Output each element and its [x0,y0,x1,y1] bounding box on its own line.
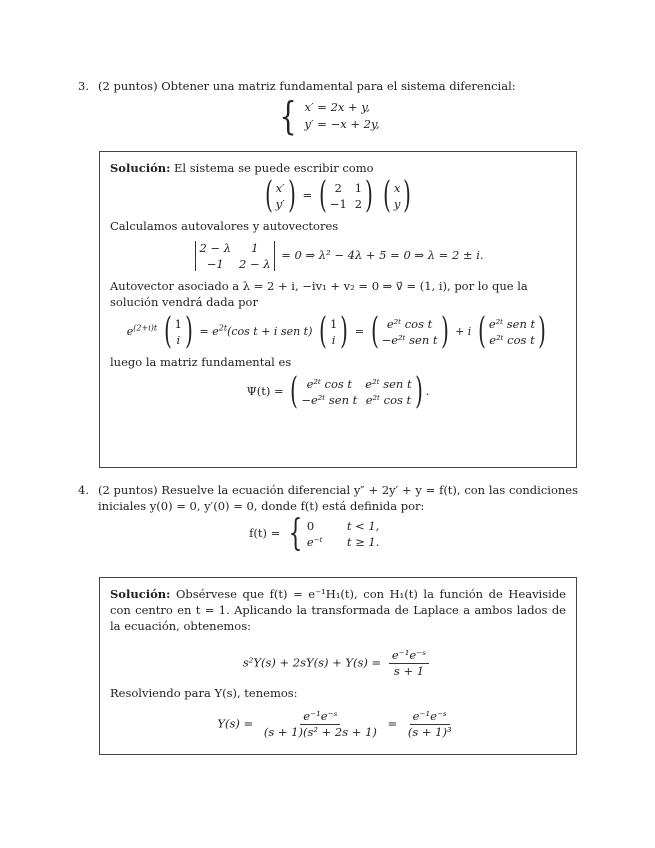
vector-entry: y [393,197,401,211]
matrix-entry: e²ᵗ sen t [365,377,412,391]
fraction-numerator: e⁻¹e⁻ˢ [300,709,340,725]
fraction-denominator: s + 1 [393,664,425,678]
exp-power: 2t [218,323,228,333]
matrix-system-equation: ( x′ y′ ) = ( 2 1 −1 2 ) ( x y ) [264,175,412,216]
expr: (cos t + i sen t) [227,325,313,338]
equation-lhs: s²Y(s) + 2sY(s) + Y(s) = [242,655,382,670]
complex-solution-equation: $e^{(2+i)t}$ ( 1 i ) = $e^{2t}(\cos$ t + i sen t) ( 1 i ) = ( e²ᵗ cos t −e²ᵗ sen t ) + i ( e²ᵗ sen t e²ᵗ cos t ) [126,311,547,352]
determinant-equation [110,240,566,272]
vector-entry: y′ [275,197,285,211]
matrix-entry: 1 [354,181,363,195]
solution-text: Obsérvese que f(t) = e⁻¹H₁(t), con H₁(t) la función de Heaviside con centro en t = 1. Aplicando la transformada de Laplace a ambos lados de la ecuación, obtenemos: [110,587,566,633]
ys-equation [110,709,566,740]
vector-entry: 1 [329,317,338,331]
problem-number: 3. [78,79,89,93]
solution-label: Solución: [110,587,171,601]
system-line: y′ = −x + 2y, [304,117,380,131]
differential-system [78,94,578,138]
determinant-entry: 2 − λ [239,257,271,271]
determinant-entry: 2 − λ [199,241,232,255]
solution-3-box [99,151,577,468]
case-value: 0 [306,519,315,533]
vector-entry: x′ [275,181,285,195]
period: . [425,384,430,398]
solution-text: Resolviendo para Y(s), tenemos: [110,686,298,700]
piecewise-definition: f(t) = { 0 t < 1, e⁻ᵗ t ≥ 1. [78,518,578,550]
solution-label: Solución: [110,161,171,175]
vector-entry: i [331,333,336,347]
equation-lhs: Y(s) = [217,716,254,731]
expr: = e [199,325,219,338]
problem-statement: (2 puntos) Resuelve la ecuación diferencial y″ + 2y′ + y = f(t), con las condiciones iniciales y(0) = 0, y′(0) = 0, donde f(t) está definida por: [98,483,578,513]
f-label: f(t) = [249,526,281,540]
problem-number: 4. [78,483,89,497]
exp-base: e [126,325,134,338]
equals-sign: = [387,716,398,731]
exp-power: (2+i)t [133,323,158,333]
vector-entry: e²ᵗ cos t [489,333,535,347]
system-line: x′ = 2x + y, [304,100,370,114]
problem-4 [78,482,578,556]
problem-3 [78,78,578,138]
solution-4-box [99,577,577,755]
laplace-equation [110,648,566,679]
fraction-numerator: e⁻¹e⁻ˢ [410,709,450,725]
determinant-entry: 1 [251,241,259,255]
matrix-entry: 2 [354,197,363,211]
vector-entry: e²ᵗ sen t [488,317,536,331]
case-value: e⁻ᵗ [306,535,323,549]
matrix-entry: −1 [329,197,347,211]
solution-text: Calculamos autovalores y autovectores [110,219,339,233]
fraction-denominator: (s + 1)(s² + 2s + 1) [263,725,377,739]
matrix-entry: 2 [334,181,342,195]
solution-text: El sistema se puede escribir como [174,161,374,175]
fraction-denominator: (s + 1)³ [407,725,452,739]
fraction-numerator: e⁻¹e⁻ˢ [389,648,429,664]
system-brace: { [279,94,297,138]
problem-statement: (2 puntos) Obtener una matriz fundamental para el sistema diferencial: [98,79,516,93]
vector-entry: e²ᵗ cos t [386,317,433,331]
vector-entry: 1 [174,317,182,331]
solution-text: luego la matriz fundamental es [110,355,292,369]
fundamental-matrix-equation: Ψ(t) = ( e²ᵗ cos t e²ᵗ sen t −e²ᵗ sen t e²ᵗ cos t ) . [246,371,430,412]
vector-entry: i [176,333,181,347]
solution-text: Autovector asociado a λ = 2 + i, −iv₁ + v₂ = 0 ⇒ v⃗ = (1, i), por lo que la solución vendrá dada por [110,279,528,309]
matrix-entry: e²ᵗ cos t [306,377,353,391]
psi-label: Ψ(t) = [246,384,284,398]
vector-entry: x [393,181,401,195]
matrix-entry: −e²ᵗ sen t [301,393,358,407]
case-condition: t ≥ 1. [346,535,380,549]
matrix-entry: e²ᵗ cos t [365,393,412,407]
vector-entry: −e²ᵗ sen t [381,333,438,347]
case-condition: t < 1, [346,519,380,533]
expr: + i [455,325,472,338]
determinant-rhs: = 0 ⇒ λ² − 4λ + 5 = 0 ⇒ λ = 2 ± i. [281,248,484,262]
determinant-entry: −1 [206,257,224,271]
